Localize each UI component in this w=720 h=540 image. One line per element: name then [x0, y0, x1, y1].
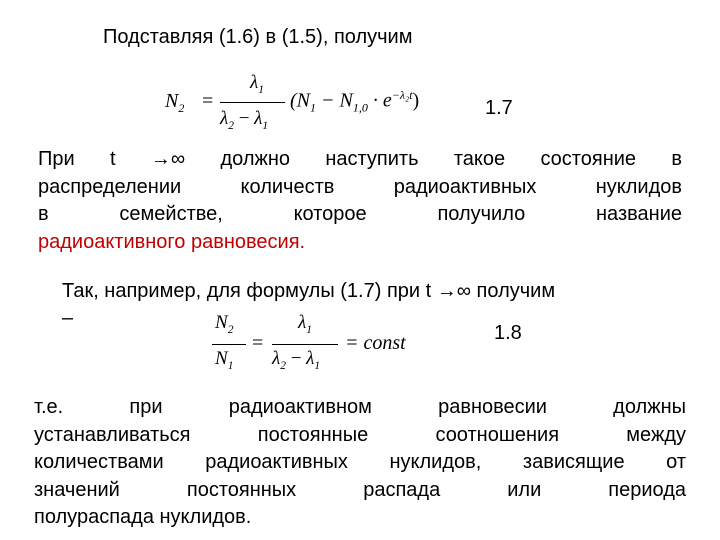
para1-line3: в семействе, которое получило название [38, 203, 682, 225]
paragraph-3 [34, 394, 686, 532]
eq2-const: = const [345, 332, 406, 354]
eq2-n2: $N_2$ [215, 312, 234, 336]
eq1-equals: = [202, 90, 214, 112]
eq1-paren-expression: $(N_1 - N_{1,0} \cdot e^{-\lambda_2t})$ [290, 88, 420, 115]
para3-line2: устанавливаться постоянные соотношения между [34, 423, 686, 446]
paragraph-1 [38, 146, 682, 256]
para1-line2: распределении количеств радиоактивных нуклидов [38, 175, 682, 198]
equation-1-7 [160, 72, 460, 142]
para1-line4-highlight: радиоактивного равновесия. [38, 230, 306, 253]
para3-line3: количествами радиоактивных нуклидов, зависящие от [34, 451, 686, 473]
eq2-equals-1: = [252, 332, 264, 354]
eq1-numerator: $\lambda_1$ [250, 72, 264, 96]
para2-line1: Так, например, для формулы (1.7) при t →∞ получим [62, 280, 556, 302]
para3-line5: полураспада нуклидов. [34, 506, 252, 528]
para1-line1: При t →∞ должно наступить такое состояние в [38, 148, 682, 170]
eq1-lhs: $N_2$ [165, 90, 185, 115]
eq2-n1: $N_1$ [215, 348, 234, 372]
equation-1-7-number: 1.7 [485, 97, 513, 119]
eq1-denominator: $\lambda_2 - \lambda_1$ [220, 108, 269, 132]
eq2-fraction-bar-right [272, 344, 338, 345]
equation-1-8-number: 1.8 [494, 322, 522, 344]
eq2-denominator: $\lambda_2 - \lambda_1$ [272, 348, 321, 372]
para2-line2: – [62, 307, 74, 329]
para3-line4: значений постоянных распада или периода [34, 478, 686, 501]
equation-1-8 [210, 312, 450, 382]
eq2-fraction-bar-left [212, 344, 246, 345]
intro-text: Подставляя (1.6) в (1.5), получим [103, 26, 413, 48]
eq2-numerator: $\lambda_1$ [298, 312, 312, 336]
eq1-fraction-bar [220, 102, 285, 103]
para3-line1: т.е. при радиоактивном равновесии должны [34, 396, 686, 418]
